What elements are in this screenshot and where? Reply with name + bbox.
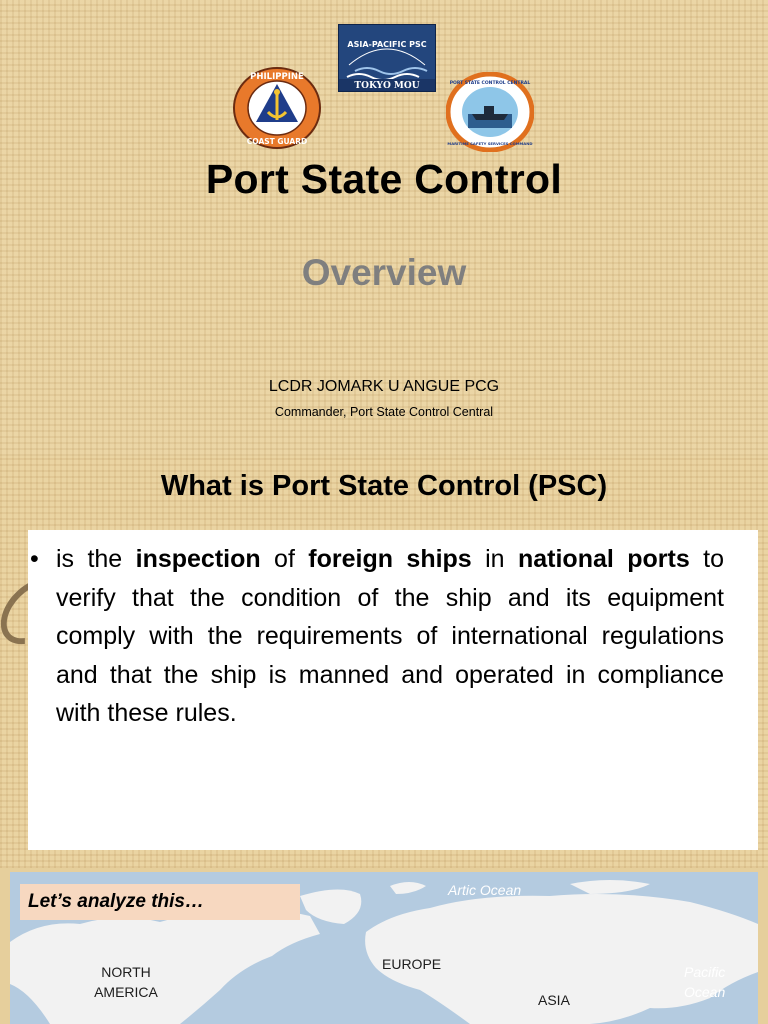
- pcg-top-text: PHILIPPINE: [250, 72, 304, 82]
- slide-subtitle: Overview: [301, 252, 467, 293]
- map-label-europe: EUROPE: [382, 956, 442, 972]
- philippine-coast-guard-seal: [232, 66, 322, 150]
- port-state-control-central-seal: [446, 72, 534, 152]
- def-part-4: to verify that the condition of the ship and its equipment comply with the requirements of international regulations and that the ship is manned and operated in compliance with these rules.: [56, 545, 724, 727]
- presenter-role: Commander, Port State Control Central: [274, 405, 494, 419]
- bullet-icon: •: [30, 545, 39, 573]
- callout-lets-analyze: Let’s analyze this…: [20, 884, 300, 920]
- definition-heading: What is Port State Control (PSC): [160, 470, 608, 502]
- ocean-label-pacific: Pacific Ocean: [684, 964, 726, 1000]
- def-bold-foreign-ships: foreign ships: [308, 545, 472, 573]
- map-label-north-america: NORTH AMERICA: [94, 964, 158, 1000]
- presenter-name: LCDR JOMARK U ANGUE PCG: [268, 378, 500, 395]
- slide-title-text: Port State Control: [205, 156, 563, 202]
- tokyo-arc-text: ASIA-PACIFIC PSC: [347, 40, 427, 49]
- def-part-2: of: [260, 545, 309, 573]
- def-part-1: is the: [56, 545, 136, 573]
- def-part-3: in: [471, 545, 518, 573]
- slide-title: [0, 0, 768, 456]
- psc-top-text: PORT STATE CONTROL CENTRAL: [449, 81, 531, 86]
- tokyo-mou-logo: [338, 24, 436, 92]
- def-bold-national-ports: national ports: [517, 545, 690, 573]
- map-label-asia: ASIA: [538, 992, 570, 1008]
- tokyo-mou-text: TOKYO MOU: [354, 81, 420, 91]
- ocean-label-arctic: Artic Ocean: [448, 882, 522, 898]
- definition-text: [56, 540, 724, 733]
- def-bold-inspection: inspection: [135, 545, 261, 573]
- slide-world-map: [10, 872, 758, 1024]
- psc-bottom-text: MARITIME SAFETY SERVICES COMMAND: [447, 141, 533, 146]
- pcg-bottom-text: COAST GUARD: [246, 137, 308, 146]
